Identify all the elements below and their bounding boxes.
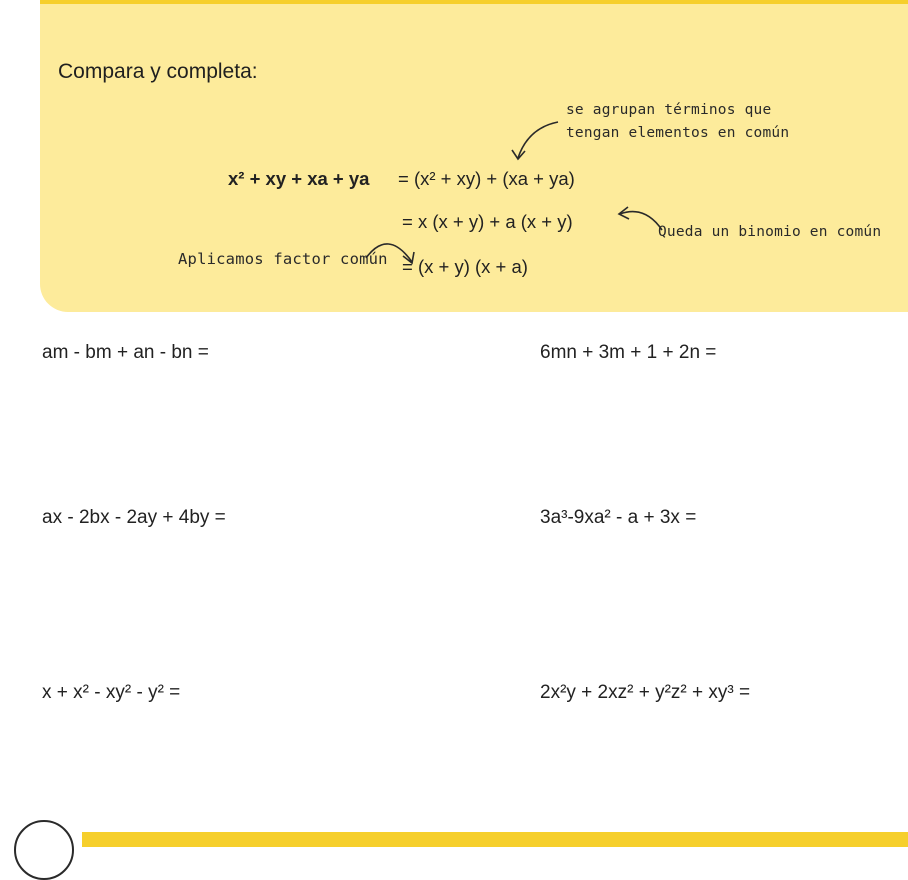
page-number-circle — [14, 820, 74, 880]
exercise-5: x + x² - xy² - y² = — [42, 682, 181, 703]
equation-line-2: = x (x + y) + a (x + y) — [402, 211, 573, 232]
exercise-2: 6mn + 3m + 1 + 2n = — [540, 342, 717, 363]
exercise-1: am - bm + an - bn = — [42, 342, 209, 363]
note-group-line-2: tengan elementos en común — [566, 125, 790, 141]
exercise-3: ax - 2bx - 2ay + 4by = — [42, 507, 226, 528]
equation-line-1-rhs: = (x² + xy) + (xa + ya) — [398, 168, 575, 189]
exercise-4: 3a³-9xa² - a + 3x = — [540, 507, 697, 528]
arrow-factor-icon — [366, 244, 412, 262]
bottom-accent-bar — [82, 832, 908, 847]
example-title: Compara y completa: — [58, 60, 258, 83]
exercise-6: 2x²y + 2xz² + y²z² + xy³ = — [540, 682, 751, 703]
note-factor: Aplicamos factor común — [178, 250, 388, 268]
note-group-line-1: se agrupan términos que — [566, 102, 772, 118]
arrow-binomial-icon — [620, 212, 662, 230]
equation-line-3: = (x + y) (x + a) — [402, 256, 528, 277]
equation-line-1-lhs: x² + xy + xa + ya — [228, 168, 370, 189]
note-binomial: Queda un binomio en común — [658, 224, 882, 240]
